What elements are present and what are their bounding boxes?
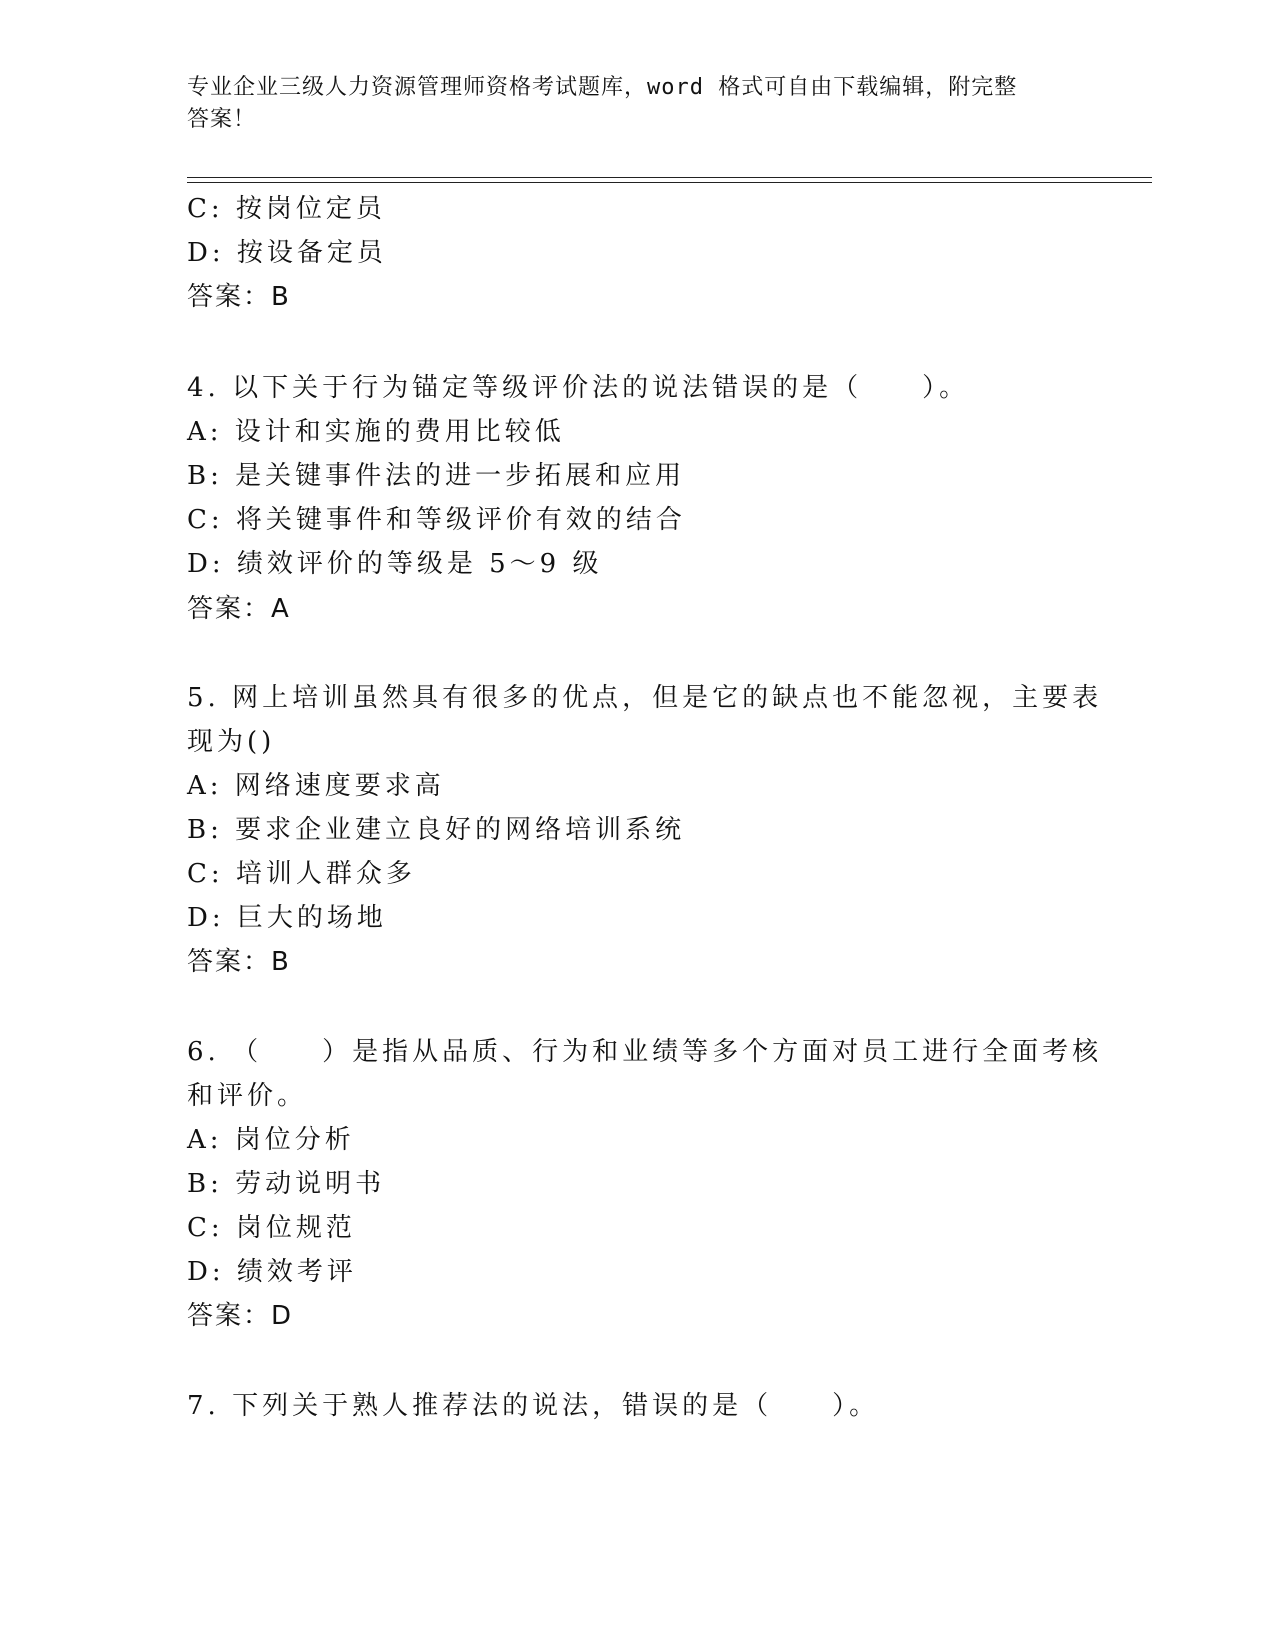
q5-option-c: C: 培训人群众多 xyxy=(187,859,416,889)
q5-stem-line-1: 5. 网上培训虽然具有很多的优点，但是它的缺点也不能忽视，主要表 xyxy=(187,683,1103,713)
q4-answer: 答案：A xyxy=(187,594,291,624)
q4-option-d: D: 绩效评价的等级是 5～9 级 xyxy=(187,549,603,579)
q4-option-b: B: 是关键事件法的进一步拓展和应用 xyxy=(187,461,686,491)
header-line-2: 答案！ xyxy=(187,107,257,132)
q5-option-b: B: 要求企业建立良好的网络培训系统 xyxy=(187,815,686,845)
q6-option-c: C: 岗位规范 xyxy=(187,1213,356,1243)
q7-stem: 7. 下列关于熟人推荐法的说法，错误的是（ ）。 xyxy=(187,1391,880,1421)
q5-stem-line-2: 现为() xyxy=(187,727,276,757)
header-divider-bottom xyxy=(187,182,1152,183)
q4-stem: 4. 以下关于行为锚定等级评价法的说法错误的是（ ）。 xyxy=(187,373,970,403)
q4-option-c: C: 将关键事件和等级评价有效的结合 xyxy=(187,505,686,535)
q5-answer: 答案：B xyxy=(187,947,291,977)
prev-option-d: D: 按设备定员 xyxy=(187,238,387,268)
q6-option-b: B: 劳动说明书 xyxy=(187,1169,386,1199)
q6-option-a: A: 岗位分析 xyxy=(187,1125,355,1155)
q5-option-a: A: 网络速度要求高 xyxy=(187,771,445,801)
q6-answer: 答案：D xyxy=(187,1301,294,1331)
header-line-1: 专业企业三级人力资源管理师资格考试题库，word 格式可自由下载编辑，附完整 xyxy=(187,75,1018,100)
q6-option-d: D: 绩效考评 xyxy=(187,1257,357,1287)
prev-option-c: C: 按岗位定员 xyxy=(187,194,386,224)
q6-stem-line-2: 和评价。 xyxy=(187,1081,308,1111)
header-divider-top xyxy=(187,177,1152,178)
q6-stem-line-1: 6. （ ）是指从品质、行为和业绩等多个方面对员工进行全面考核 xyxy=(187,1037,1103,1067)
q5-option-d: D: 巨大的场地 xyxy=(187,903,387,933)
q4-option-a: A: 设计和实施的费用比较低 xyxy=(187,417,565,447)
document-header xyxy=(187,72,1067,136)
prev-answer: 答案：B xyxy=(187,282,291,312)
